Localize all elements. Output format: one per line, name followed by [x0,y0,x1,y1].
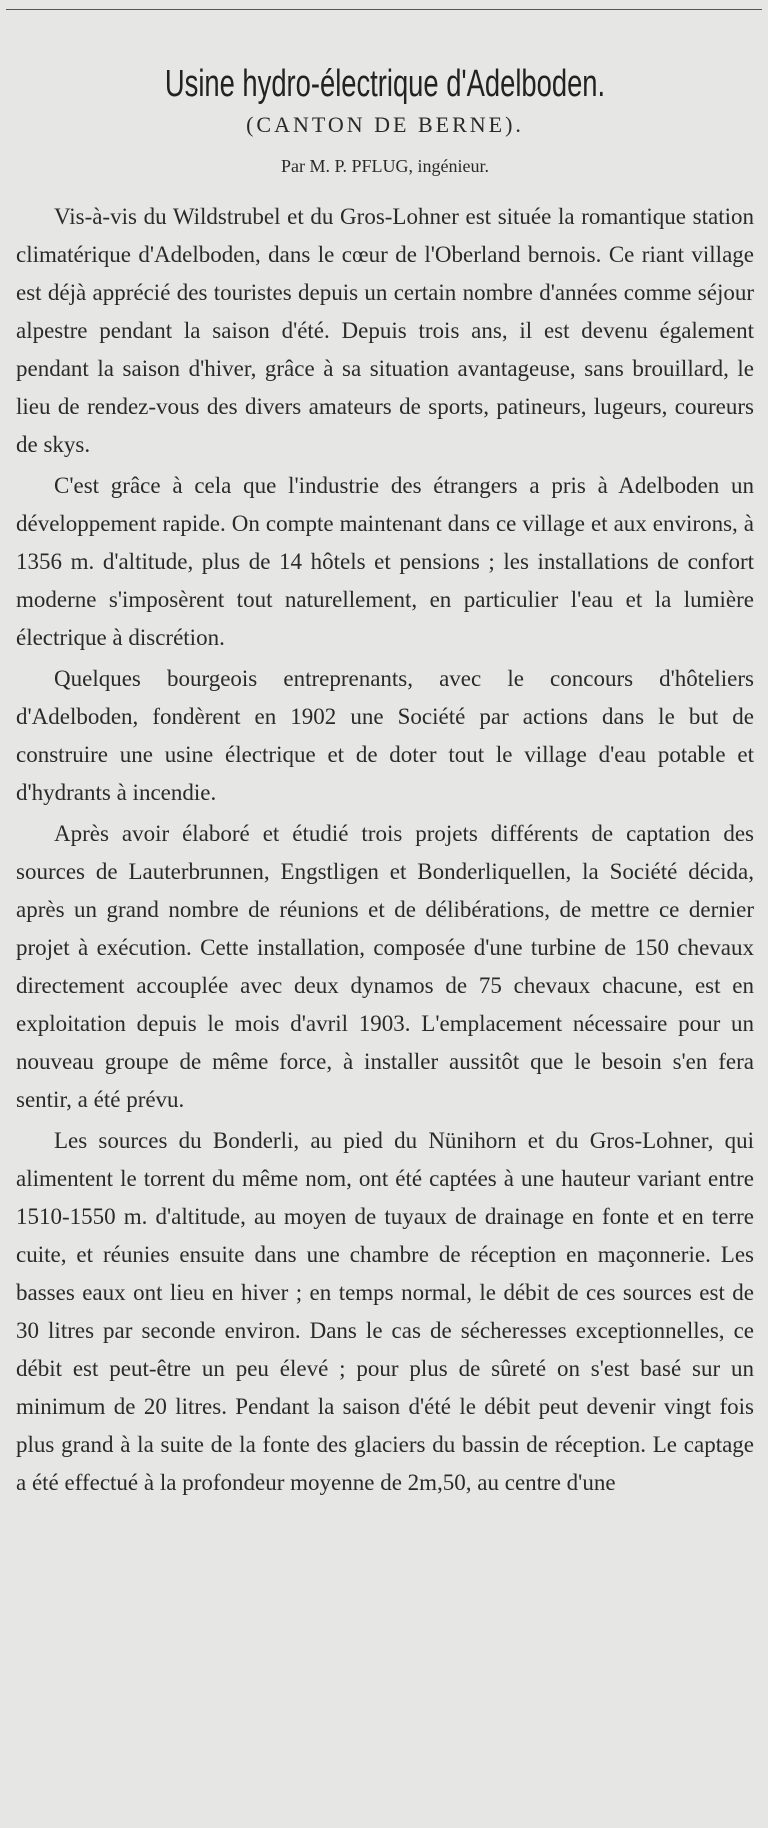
paragraph-3: Quelques bourgeois entreprenants, avec le concours d'hôteliers d'Adelboden, fondèrent en 1902 une Société par actions dans le but de construire une usine électrique et de doter tout le village d'eau potable et d'hydrants à incendie. [16,666,754,805]
top-rule [6,9,762,10]
article-body [16,198,754,1502]
paragraph-5: Les sources du Bonderli, au pied du Nünihorn et du Gros-Lohner, qui alimentent le torrent du même nom, ont été captées à une hauteur variant entre 1510-1550 m. d'altitude, au moyen de tuyaux de drainage en fonte et en terre cuite, et réunies ensuite dans une chambre de réception en maçonnerie. Les basses eaux ont lieu en hiver ; en temps normal, le débit de ces sources est de 30 litres par seconde environ. Dans le cas de sécheresses exceptionnelles, ce débit est peut-être un peu élevé ; pour plus de sûreté on s'est basé sur un minimum de 20 litres. Pendant la saison d'été le débit peut devenir vingt fois plus grand à la suite de la fonte des glaciers du bassin de réception. Le captage a été effectué à la profondeur moyenne de 2m,50, au centre d'une [16,1128,754,1495]
document-page [16,24,754,1505]
article-title: Usine hydro-électrique d'Adelboden. [164,63,606,105]
article-subtitle: (CANTON DE BERNE). [246,112,524,137]
paragraph-2: C'est grâce à cela que l'industrie des étrangers a pris à Adelboden un développement rapide. On compte maintenant dans ce village et aux environs, à 1356 m. d'altitude, plus de 14 hôtels et pensions ; les installations de confort moderne s'imposèrent tout naturellement, en particulier l'eau et la lumière électrique à discrétion. [16,473,754,650]
paragraph-1: Vis-à-vis du Wildstrubel et du Gros-Lohner est située la romantique station climatérique d'Adelboden, dans le cœur de l'Oberland bernois. Ce riant village est déjà apprécié des touristes depuis un certain nombre d'années comme séjour alpestre pendant la saison d'été. Depuis trois ans, il est devenu également pendant la saison d'hiver, grâce à sa situation avantageuse, sans brouillard, le lieu de rendez-vous des divers amateurs de sports, patineurs, lugeurs, coureurs de skys. [16,204,754,457]
article-byline: Par M. P. PFLUG, ingénieur. [280,156,489,176]
paragraph-4: Après avoir élaboré et étudié trois projets différents de captation des sources de Lauterbrunnen, Engstligen et Bonderliquellen, la Société décida, après un grand nombre de réunions et de délibérations, de mettre ce dernier projet à exécution. Cette installation, composée d'une turbine de 150 chevaux directement accouplée avec deux dynamos de 75 chevaux chacune, est en exploitation depuis le mois d'avril 1903. L'emplacement nécessaire pour un nouveau groupe de même force, à installer aussitôt que le besoin s'en fera sentir, a été prévu. [16,821,754,1112]
